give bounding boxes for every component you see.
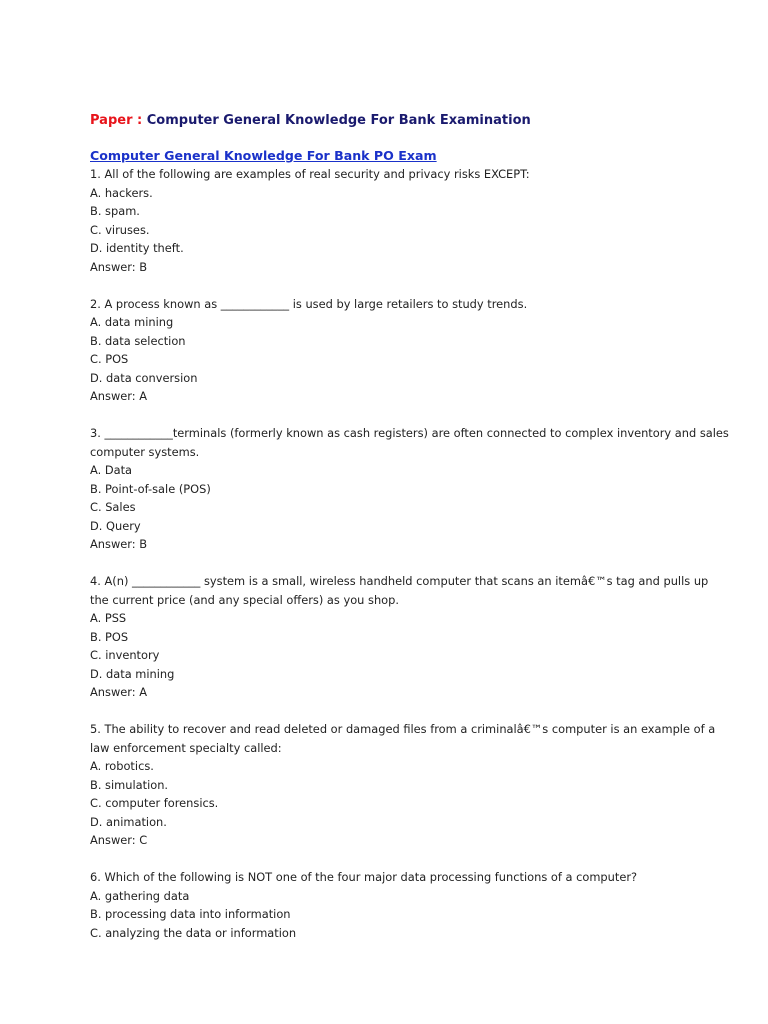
- section-link-row: [90, 147, 730, 165]
- paper-label: Paper :: [90, 113, 143, 128]
- answer-option: C. computer forensics.: [90, 796, 219, 810]
- answer-option: B. data selection: [90, 333, 186, 348]
- question-block: [90, 720, 730, 850]
- question-block: [90, 165, 730, 276]
- answer-option: D. data mining: [90, 666, 175, 681]
- answer-option: A. robotics.: [90, 759, 154, 773]
- answer-option: C. Sales: [90, 500, 136, 514]
- question-block: [90, 868, 730, 942]
- correct-answer: Answer: A: [90, 685, 148, 699]
- answer-option: B. POS: [90, 629, 129, 644]
- answer-option: D. Query: [90, 518, 141, 533]
- question-text: 5. The ability to recover and read deleted or damaged files from a criminalâ€™s computer is an example of a law enforcement specialty called:: [90, 722, 716, 755]
- question-block: [90, 424, 730, 554]
- paper-heading: [90, 112, 730, 130]
- answer-option: B. simulation.: [90, 777, 169, 792]
- answer-option: D. identity theft.: [90, 241, 184, 255]
- answer-option: C. viruses.: [90, 222, 150, 237]
- question-block: [90, 295, 730, 406]
- answer-option: A. hackers.: [90, 185, 153, 200]
- paper-title: Computer General Knowledge For Bank Examination: [146, 113, 531, 128]
- answer-option: B. processing data into information: [90, 907, 291, 921]
- answer-option: C. inventory: [90, 648, 160, 662]
- correct-answer: Answer: A: [90, 389, 148, 403]
- answer-option: C. POS: [90, 352, 129, 366]
- document-page: [90, 112, 730, 961]
- question-text: 4. A(n) ____________ system is a small, wireless handheld computer that scans an itemâ€™s tag and pulls up the current price (and any special offers) as you shop.: [90, 574, 709, 607]
- question-text: 6. Which of the following is NOT one of the four major data processing functions of a computer?: [90, 870, 638, 884]
- answer-option: A. gathering data: [90, 888, 190, 903]
- correct-answer: Answer: B: [90, 537, 148, 551]
- answer-option: A. data mining: [90, 315, 174, 329]
- answer-option: B. Point-of-sale (POS): [90, 481, 211, 496]
- question-text: 2. A process known as ____________ is used by large retailers to study trends.: [90, 296, 528, 311]
- answer-option: A. PSS: [90, 611, 127, 625]
- question-text: 1. All of the following are examples of real security and privacy risks EXCEPT:: [90, 167, 530, 181]
- question-text: 3. ____________terminals (formerly known as cash registers) are often connected to complex inventory and sales computer systems.: [90, 426, 729, 459]
- answer-option: A. Data: [90, 463, 133, 477]
- answer-option: D. animation.: [90, 814, 167, 829]
- correct-answer: Answer: C: [90, 833, 148, 847]
- question-block: [90, 572, 730, 702]
- correct-answer: Answer: B: [90, 259, 148, 274]
- answer-option: C. analyzing the data or information: [90, 925, 297, 940]
- answer-option: D. data conversion: [90, 370, 198, 385]
- exam-section-link[interactable]: Computer General Knowledge For Bank PO Exam: [90, 148, 437, 163]
- answer-option: B. spam.: [90, 204, 140, 218]
